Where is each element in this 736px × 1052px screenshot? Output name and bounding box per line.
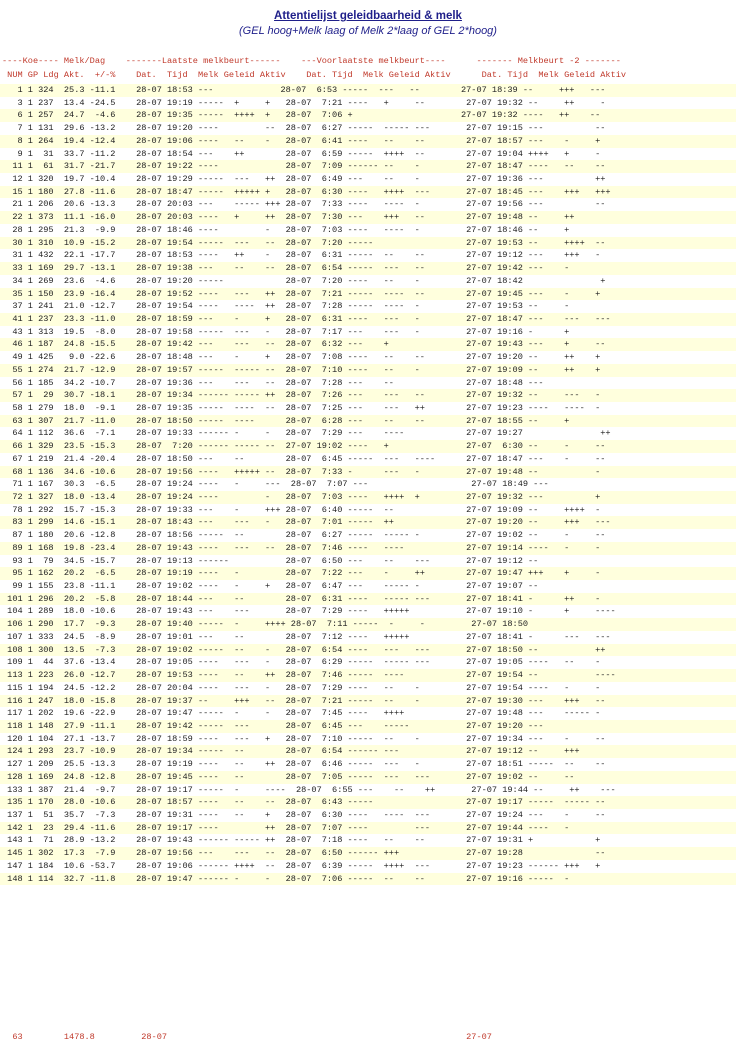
table-row: 66 1 329 23.5 -15.3 28-07 7:20 ------ ----- -- 27-07 19:02 ---- + 27-07 6:30 -- - --: [0, 440, 736, 453]
table-row: 78 1 292 15.7 -15.3 28-07 19:33 --- - +++ 28-07 6:40 ----- -- 27-07 19:09 -- ++++ -: [0, 504, 736, 517]
table-row: 148 1 114 32.7 -11.8 28-07 19:47 ------ - - 28-07 7:06 ----- -- -- 27-07 19:16 ----- -: [0, 873, 736, 886]
table-row: 56 1 185 34.2 -10.7 28-07 19:36 --- --- -- 28-07 7:28 --- -- 27-07 18:48 ---: [0, 377, 736, 390]
table-row: 127 1 209 25.5 -13.3 28-07 19:19 ---- -- ++ 28-07 6:46 ----- --- - 27-07 18:51 ----- -- --: [0, 758, 736, 771]
table-row: 49 1 425 9.0 -22.6 28-07 18:48 --- - + 28-07 7:08 ---- -- -- 27-07 19:20 -- ++ +: [0, 351, 736, 364]
table-row: 33 1 169 29.7 -13.1 28-07 19:38 --- -- -- 28-07 6:54 ----- --- -- 27-07 19:42 --- -: [0, 262, 736, 275]
table-row: 43 1 313 19.5 -8.0 28-07 19:58 ----- --- - 28-07 7:17 --- --- - 27-07 19:16 - +: [0, 326, 736, 339]
table-row: 137 1 51 35.7 -7.3 28-07 19:31 ---- -- + 28-07 6:30 ---- ---- --- 27-07 19:24 --- - --: [0, 809, 736, 822]
table-row: 1 1 324 25.3 -11.1 28-07 18:53 --- 28-07 6:53 ----- --- -- 27-07 18:39 -- +++ ---: [0, 84, 736, 97]
table-row: 109 1 44 37.6 -13.4 28-07 19:05 ---- --- - 28-07 6:29 ----- ----- --- 27-07 19:05 ---- -- -: [0, 656, 736, 669]
table-row: 28 1 295 21.3 -9.9 28-07 18:46 ---- - 28-07 7:03 ---- ---- - 27-07 18:46 -- +: [0, 224, 736, 237]
table-row: 67 1 219 21.4 -20.4 28-07 18:50 --- -- 28-07 6:45 ----- --- ---- 27-07 18:47 --- - --: [0, 453, 736, 466]
table-row: 72 1 327 18.0 -13.4 28-07 19:24 ---- - 28-07 7:03 ---- ++++ + 27-07 19:32 --- +: [0, 491, 736, 504]
table-row: 142 1 23 29.4 -11.6 28-07 19:17 ---- ++ 28-07 7:07 ---- --- 27-07 19:44 ---- -: [0, 822, 736, 835]
table-row: 63 1 307 21.7 -11.0 28-07 18:50 ----- ---- 28-07 6:28 --- -- -- 27-07 18:55 -- +: [0, 415, 736, 428]
table-row: 120 1 104 27.1 -13.7 28-07 18:59 ---- --- + 28-07 7:10 ----- -- - 27-07 19:34 --- - --: [0, 733, 736, 746]
table-row: 55 1 274 21.7 -12.9 28-07 19:57 ----- ----- -- 28-07 7:10 ---- -- - 27-07 19:09 -- ++ +: [0, 364, 736, 377]
table-row: 58 1 279 18.0 -9.1 28-07 19:35 ----- ---- -- 28-07 7:25 --- --- ++ 27-07 19:23 ---- ---- -: [0, 402, 736, 415]
table-row: 22 1 373 11.1 -16.0 28-07 20:03 ---- + ++ 28-07 7:30 --- +++ -- 27-07 19:48 -- ++: [0, 211, 736, 224]
table-row: 95 1 162 20.2 -6.5 28-07 19:19 ---- - 28-07 7:22 --- - ++ 27-07 19:47 +++ + -: [0, 567, 736, 580]
table-row: 68 1 136 34.6 -10.6 28-07 19:56 ---- +++++ -- 28-07 7:33 - --- - 27-07 19:48 -- -: [0, 466, 736, 479]
table-row: 31 1 432 22.1 -17.7 28-07 18:53 ---- ++ - 28-07 6:31 ----- -- -- 27-07 19:12 --- +++ -: [0, 249, 736, 262]
table-row: 7 1 131 29.6 -13.2 28-07 19:20 ---- -- 28-07 6:27 ----- ----- --- 27-07 19:15 --- --: [0, 122, 736, 135]
table-row: 3 1 237 13.4 -24.5 28-07 19:19 ----- + + 28-07 7:21 ---- + -- 27-07 19:32 -- ++ -: [0, 97, 736, 110]
totals-footer: 63 1478.8 28-07 27-07: [2, 1032, 492, 1042]
table-row: 89 1 168 19.8 -23.4 28-07 19:43 ---- --- -- 28-07 7:46 ---- ---- 27-07 19:14 ---- - -: [0, 542, 736, 555]
table-row: 99 1 155 23.8 -11.1 28-07 19:02 ---- - + 28-07 6:47 --- ----- - 27-07 19:07 --: [0, 580, 736, 593]
table-row: 11 1 61 31.7 -21.7 28-07 19:22 ---- 28-07 7:09 ------ -- - 27-07 18:47 ---- -- --: [0, 160, 736, 173]
table-row: 15 1 180 27.8 -11.6 28-07 18:47 ----- +++++ + 28-07 6:30 ---- ++++ --- 27-07 18:45 --- +++ +++: [0, 186, 736, 199]
table-row: 143 1 71 28.9 -13.2 28-07 19:43 ------ ----- ++ 28-07 7:18 ---- -- -- 27-07 19:31 + +: [0, 834, 736, 847]
table-row: 133 1 387 21.4 -9.7 28-07 19:17 ----- - ---- 28-07 6:55 --- -- ++ 27-07 19:44 -- ++ ---: [0, 784, 736, 797]
column-group-header: ----Koe---- Melk/Dag -------Laatste melkbeurt------ ---Voorlaatste melkbeurt---- ------- Melkbeurt -2 -------: [2, 56, 621, 66]
table-row: 9 1 31 33.7 -11.2 28-07 18:54 --- ++ 28-07 6:59 ----- ++++ -- 27-07 19:04 ++++ + -: [0, 148, 736, 161]
table-row: 8 1 264 19.4 -12.4 28-07 19:06 ---- -- - 28-07 6:41 ---- -- -- 27-07 18:57 --- - +: [0, 135, 736, 148]
table-row: 37 1 241 21.0 -12.7 28-07 19:54 ---- ---- ++ 28-07 7:28 ----- ---- - 27-07 19:53 -- -: [0, 300, 736, 313]
table-row: 87 1 180 20.6 -12.8 28-07 18:56 ----- -- 28-07 6:27 ----- ----- - 27-07 19:02 -- - --: [0, 529, 736, 542]
table-row: 113 1 223 26.0 -12.7 28-07 19:53 ---- -- ++ 28-07 7:46 ----- ---- 27-07 19:54 -- ----: [0, 669, 736, 682]
table-row: 71 1 167 30.3 -6.5 28-07 19:24 ---- - --- 28-07 7:07 --- 27-07 18:49 ---: [0, 478, 736, 491]
column-header: NUM GP Ldg Akt. +/-% Dat. Tijd Melk Geleid Aktiv Dat. Tijd Melk Geleid Aktiv Dat. Tijd Melk Geleid Aktiv: [2, 70, 627, 80]
table-row: 101 1 296 20.2 -5.8 28-07 18:44 --- -- 28-07 6:31 ---- ----- --- 27-07 18:41 - ++ -: [0, 593, 736, 606]
page-title: Attentielijst geleidbaarheid & melk: [274, 10, 462, 22]
table-row: 12 1 320 19.7 -10.4 28-07 19:29 ----- --- ++ 28-07 6:49 --- -- - 27-07 19:36 --- ++: [0, 173, 736, 186]
table-row: 46 1 187 24.8 -15.5 28-07 19:42 --- --- -- 28-07 6:32 --- + 27-07 19:43 --- + --: [0, 338, 736, 351]
table-row: 128 1 169 24.8 -12.8 28-07 19:45 ---- -- 28-07 7:05 ----- --- --- 27-07 19:02 -- --: [0, 771, 736, 784]
table-row: 104 1 289 18.0 -10.6 28-07 19:43 --- --- 28-07 7:29 ---- +++++ 27-07 19:10 - + ----: [0, 605, 736, 618]
table-row: 6 1 257 24.7 -4.6 28-07 19:35 ----- ++++ + 28-07 7:06 + 27-07 19:32 ---- ++ --: [0, 109, 736, 122]
page-subtitle: (GEL hoog+Melk laag of Melk 2*laag of GEL 2*hoog): [239, 25, 497, 37]
table-row: 34 1 269 23.6 -4.6 28-07 19:20 ----- 28-07 7:20 ---- -- - 27-07 18:42 +: [0, 275, 736, 288]
table-row: 145 1 302 17.3 -7.9 28-07 19:56 --- --- -- 28-07 6:50 ------ +++ 27-07 19:28 --: [0, 847, 736, 860]
table-row: 108 1 300 13.5 -7.3 28-07 19:02 ----- -- - 28-07 6:54 ---- --- --- 27-07 18:50 -- ++: [0, 644, 736, 657]
table-row: 115 1 194 24.5 -12.2 28-07 20:04 ---- --- - 28-07 7:29 ---- -- - 27-07 19:54 ---- - -: [0, 682, 736, 695]
table-row: 118 1 148 27.9 -11.1 28-07 19:42 ----- --- 28-07 6:45 --- ----- 27-07 19:20 ---: [0, 720, 736, 733]
table-row: 30 1 310 10.9 -15.2 28-07 19:54 ----- --- -- 28-07 7:20 ----- 27-07 19:53 -- ++++ --: [0, 237, 736, 250]
table-row: 117 1 202 19.6 -22.9 28-07 19:47 ----- - - 28-07 7:45 ---- ++++ 27-07 19:48 --- ----- -: [0, 707, 736, 720]
table-row: 135 1 170 28.0 -10.6 28-07 18:57 ---- -- -- 28-07 6:43 ----- 27-07 19:17 ----- ----- --: [0, 796, 736, 809]
table-row: 93 1 79 34.5 -15.7 28-07 19:13 ------ 28-07 6:50 --- -- --- 27-07 19:12 --: [0, 555, 736, 568]
table-row: 35 1 150 23.9 -16.4 28-07 19:52 ---- --- ++ 28-07 7:21 ----- ---- -- 27-07 19:45 --- - +: [0, 288, 736, 301]
table-row: 107 1 333 24.5 -8.9 28-07 19:01 --- -- 28-07 7:12 ---- +++++ 27-07 18:41 - --- ---: [0, 631, 736, 644]
table-row: 41 1 237 23.3 -11.0 28-07 18:59 --- - + 28-07 6:31 ---- --- - 27-07 18:47 --- --- ---: [0, 313, 736, 326]
cow-list: [0, 84, 736, 885]
table-row: 106 1 290 17.7 -9.3 28-07 19:40 ----- - ++++ 28-07 7:11 ----- - - 27-07 18:50: [0, 618, 736, 631]
table-row: 116 1 247 18.0 -15.8 28-07 19:37 -- +++ -- 28-07 7:21 ----- -- - 27-07 19:30 --- +++ --: [0, 695, 736, 708]
table-row: 64 1 112 36.6 -7.1 28-07 19:33 ------ - - 28-07 7:29 --- ---- 27-07 19:27 ++: [0, 427, 736, 440]
table-row: 147 1 184 10.6 -53.7 28-07 19:06 ------ ++++ -- 28-07 6:39 ----- ++++ --- 27-07 19:23 ------ +++ +: [0, 860, 736, 873]
table-row: 124 1 293 23.7 -10.9 28-07 19:34 ----- -- 28-07 6:54 ------ --- 27-07 19:12 -- +++: [0, 745, 736, 758]
table-row: 83 1 299 14.6 -15.1 28-07 18:43 --- --- - 28-07 7:01 ----- ++ 27-07 19:20 -- +++ ---: [0, 516, 736, 529]
table-row: 57 1 29 30.7 -18.1 28-07 19:34 ------ ----- ++ 28-07 7:26 --- --- -- 27-07 19:32 -- --- -: [0, 389, 736, 402]
table-row: 21 1 206 20.6 -13.3 28-07 20:03 --- ----- +++ 28-07 7:33 ---- ---- - 27-07 19:56 --- --: [0, 198, 736, 211]
